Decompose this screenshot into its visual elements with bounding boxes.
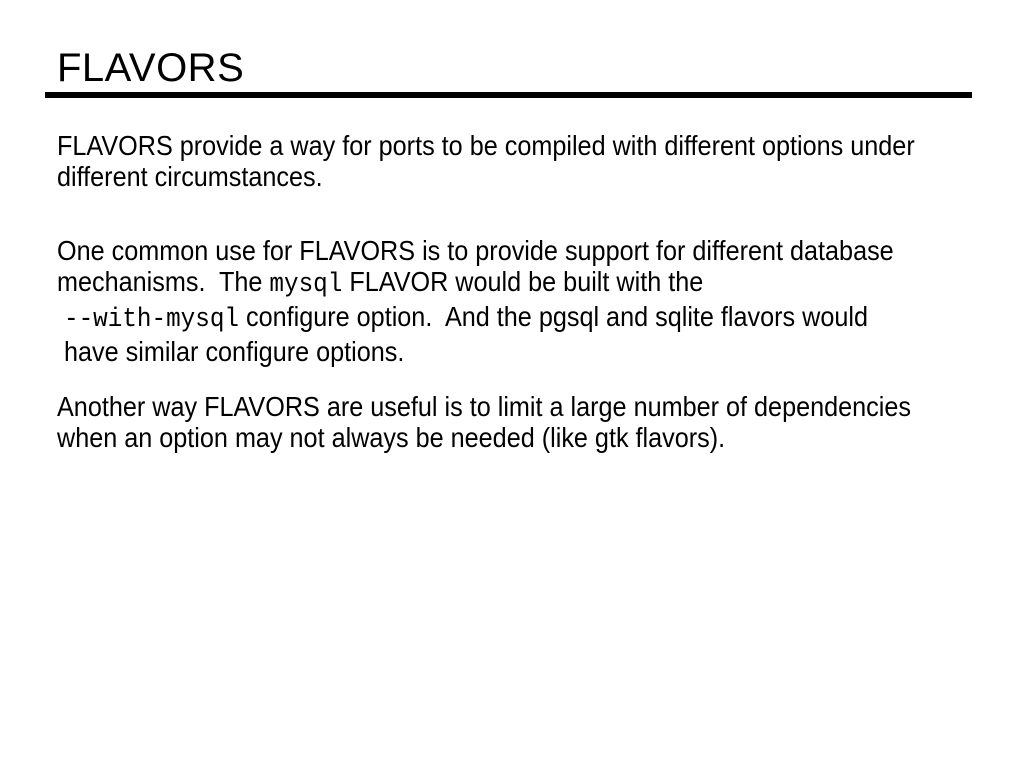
paragraph	[57, 235, 894, 367]
text-line	[57, 161, 915, 192]
text-line	[57, 266, 894, 301]
paragraph	[57, 391, 911, 453]
text-line	[57, 235, 894, 266]
body-text: FLAVORS provide a way for ports to be compiled with different options under	[57, 130, 915, 161]
paragraph	[57, 130, 915, 192]
text-line	[57, 422, 911, 453]
body-text: FLAVOR would be built with the	[342, 266, 704, 297]
body-text: Another way FLAVORS are useful is to limit a large number of dependencies	[57, 391, 911, 422]
title-underline	[45, 92, 972, 98]
text-line	[57, 130, 915, 161]
body-text	[57, 301, 64, 332]
body-text: have similar configure options.	[57, 336, 405, 367]
text-line	[57, 336, 894, 367]
code-text: mysql	[269, 270, 343, 300]
body-text: when an option may not always be needed (like gtk flavors).	[57, 422, 726, 453]
text-line	[57, 391, 911, 422]
body-text: configure option. And the pgsql and sqlite flavors would	[238, 301, 869, 332]
body-text: different circumstances.	[57, 161, 323, 192]
body-text: One common use for FLAVORS is to provide support for different database	[57, 235, 894, 266]
slide-title: FLAVORS	[57, 46, 245, 90]
body-text: mechanisms. The	[57, 266, 270, 297]
code-text: --with-mysql	[64, 305, 239, 335]
text-line	[57, 301, 894, 336]
